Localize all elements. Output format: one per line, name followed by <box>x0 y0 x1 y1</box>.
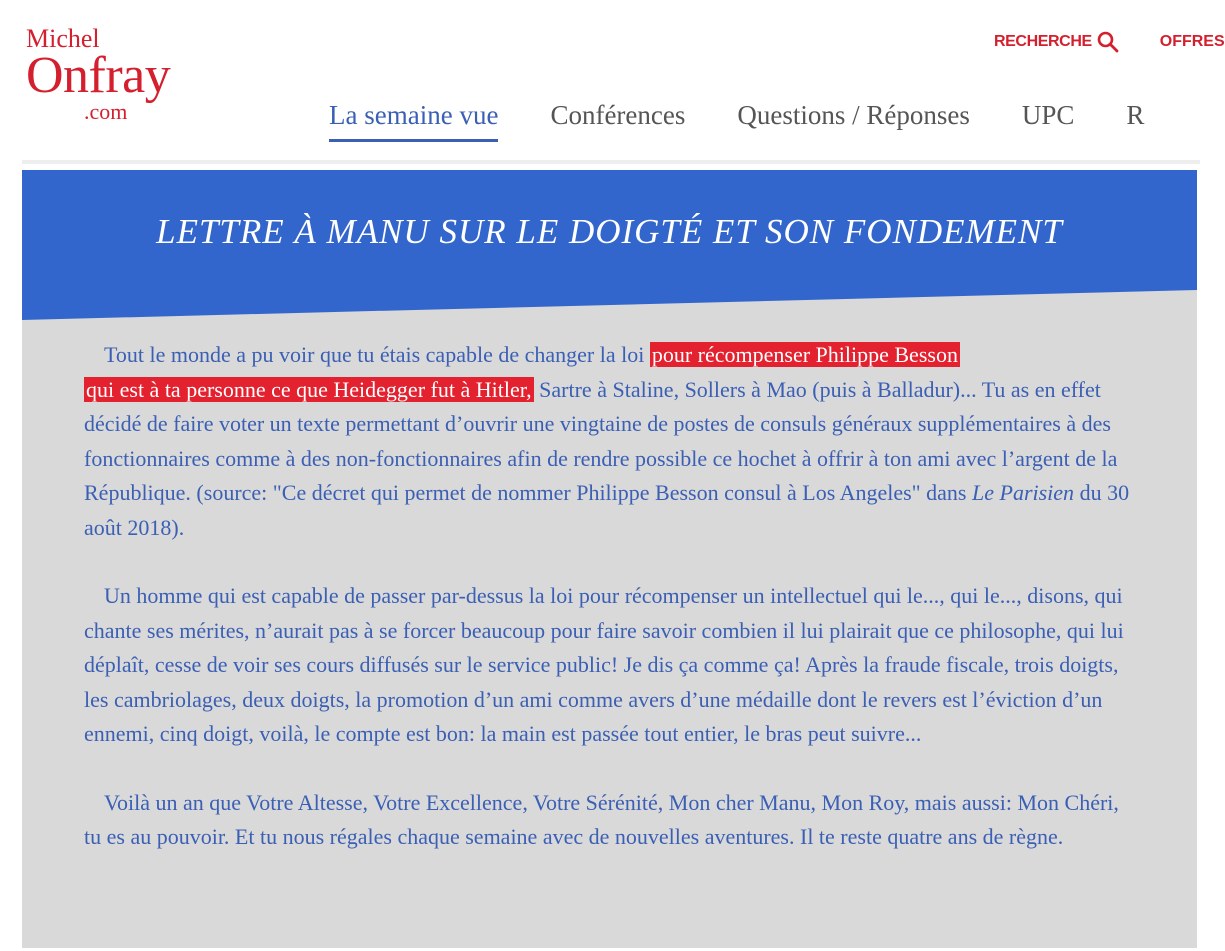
article-title: LETTRE À MANU SUR LE DOIGTÉ ET SON FONDEMENT <box>156 212 1063 251</box>
search-link[interactable] <box>994 30 1120 54</box>
nav-divider <box>22 160 1200 164</box>
main-nav <box>329 98 1200 142</box>
offres-link[interactable]: OFFRES <box>1159 33 1225 50</box>
nav-item-upc[interactable]: UPC <box>1021 100 1075 130</box>
article-paragraph-1 <box>84 338 1134 545</box>
article-body <box>84 338 1134 889</box>
article-panel <box>22 170 1197 948</box>
search-label: RECHERCHE <box>994 33 1092 50</box>
paragraph-1-intro: Tout le monde a pu voir que tu étais capable de changer la loi <box>104 342 650 367</box>
highlighted-text-1: pour récompenser Philippe Besson <box>651 342 958 367</box>
logo-line-onfray: Onfray <box>26 47 171 104</box>
nav-item-truncated[interactable]: R <box>1126 100 1145 130</box>
site-logo[interactable] <box>26 26 196 124</box>
top-links <box>994 30 1225 54</box>
article-paragraph-2: Un homme qui est capable de passer par-dessus la loi pour récompenser un intellectuel qui le..., qui le..., disons, qui chante ses mérites, n’aurait pas à se forcer beaucoup pour faire savoir combien il lui plairait que ce philosophe, qui lui déplaît, cesse de voir ses cours diffusés sur le service public! Je dis ça comme ça! Après la fraude fiscale, trois doigts, les cambriolages, deux doigts, la promotion d’un ami comme avers d’une médaille dont le revers est l’éviction d’un ennemi, cinq doigt, voilà, le compte est bon: la main est passée tout entier, le bras peut suivre... <box>84 583 1124 746</box>
nav-item-conferences[interactable]: Conférences <box>550 100 686 130</box>
paragraph-1-body: Sartre à Staline, Sollers à Mao (puis à Balladur)... Tu as en effet décidé de faire voter un texte permettant d’ouvrir une vingtaine de postes de consuls généraux supplémentaires à des fonctionnaires comme à des non-fonctionnaires afin de rendre possible ce hochet à offrir à ton ami avec l’argent de la République. (source: "Ce décret qui permet de nommer Philippe Besson consul à Los Angeles" dans <box>84 376 1118 505</box>
paragraph-1-tail: du 30 août 2018). <box>84 480 1130 540</box>
source-publication: Le Parisien <box>972 480 1075 505</box>
nav-item-la-semaine-vue[interactable]: La semaine vue <box>329 98 498 142</box>
nav-item-questions-reponses[interactable]: Questions / Réponses <box>737 100 970 130</box>
logo-line-com: .com <box>84 99 128 124</box>
search-icon <box>1096 30 1120 54</box>
logo-line-michel: Michel <box>26 24 100 53</box>
highlighted-text-2: qui est à ta personne ce que Heidegger fut à Hitler, <box>86 376 532 402</box>
article-paragraph-3: Voilà un an que Votre Altesse, Votre Excellence, Votre Sérénité, Mon cher Manu, Mon Roy, mais aussi: Mon Chéri, tu es au pouvoir. Et tu nous régales chaque semaine avec de nouvelles aventures. Il te reste quatre ans de règne. <box>84 789 1119 849</box>
